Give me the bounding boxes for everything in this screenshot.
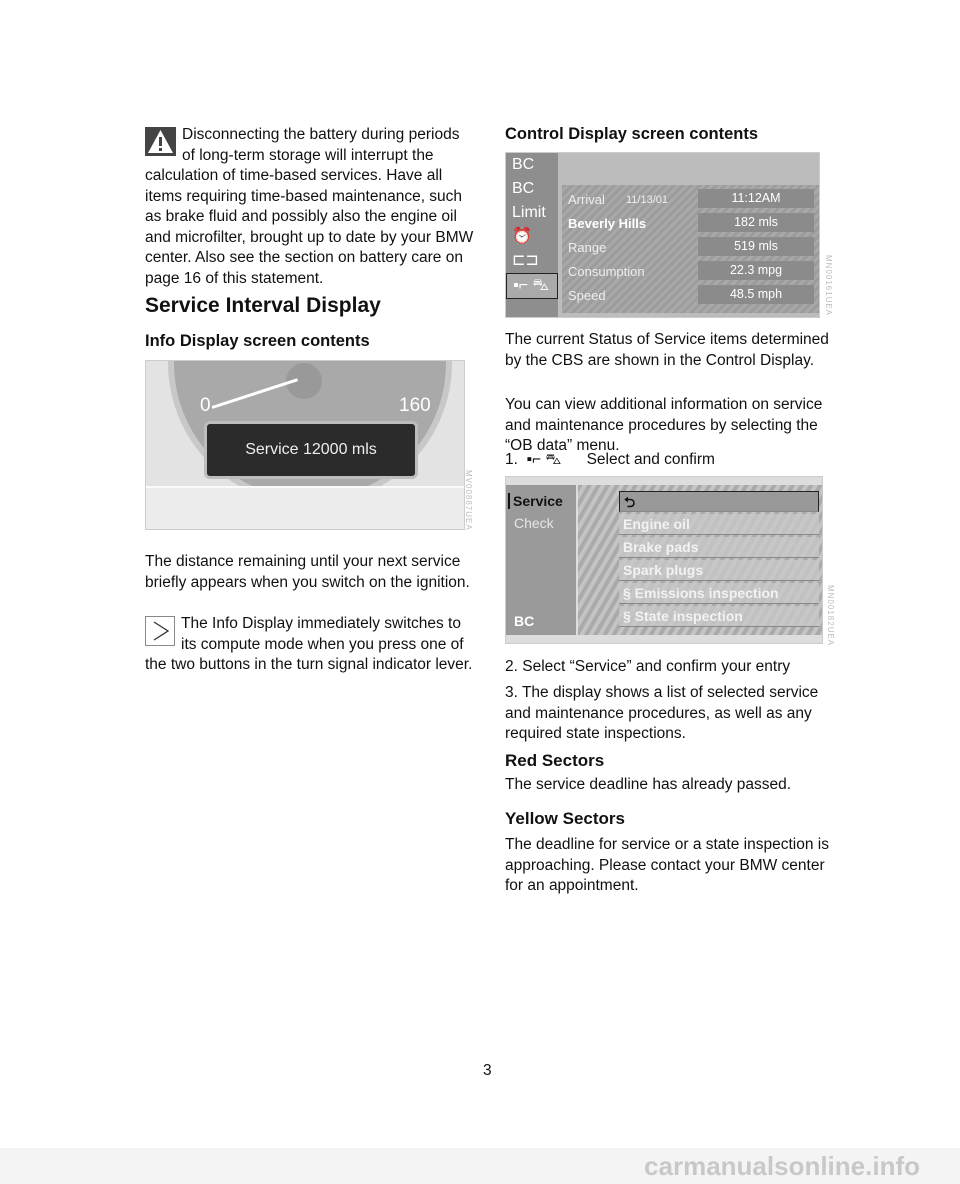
control-display-menu [506, 153, 558, 317]
service-menu [506, 485, 576, 635]
step-1 [505, 450, 835, 471]
menu-item-service: Service [508, 493, 563, 509]
menu-item: BC [512, 180, 535, 197]
row-consumption [566, 261, 816, 283]
car-data-icon: ▪⌐ ⛍ [522, 451, 562, 468]
row-label: Speed [568, 288, 606, 303]
page-number: 3 [483, 1062, 492, 1079]
yellow-sectors-text: The deadline for service or a state inspection is approaching. Please contact your BMW center for an appointment. [505, 836, 829, 894]
warning-icon [145, 127, 176, 156]
car-data-icon: ▪⌐ ⛍ [506, 273, 558, 299]
service-item: § Emissions inspection [619, 583, 819, 604]
row-label: Consumption [568, 264, 645, 279]
info-display: Service 12000 mls [204, 421, 418, 479]
row-value: 22.3 mpg [698, 261, 814, 280]
row-range [566, 237, 816, 259]
subsection-title: Control Display screen contents [505, 125, 759, 143]
dashboard-trim [146, 486, 464, 530]
image-code: MV00887UEA [464, 470, 473, 531]
back-button: ⮌ [619, 491, 819, 512]
row-value: 182 mls [698, 213, 814, 232]
dial-high: 160 [399, 395, 431, 416]
paragraph: You can view additional information on service and maintenance procedures by selecting the “OB data” menu. [505, 396, 823, 454]
dial-low: 0 [200, 395, 211, 416]
service-item: Engine oil [619, 514, 819, 535]
trip-computer-panel [562, 185, 819, 313]
row-date: 11/13/01 [626, 194, 669, 206]
row-label: Beverly Hills [568, 216, 647, 231]
row-label: Arrival [568, 192, 605, 207]
service-item: Spark plugs [619, 560, 819, 581]
section-title: Service Interval Display [145, 294, 381, 317]
step-2: 2. Select “Service” and confirm your entry [505, 658, 791, 675]
control-display-image [505, 152, 820, 318]
image-code: MN00182UEA [826, 585, 835, 647]
navigation-icon: ⊏⊐ [512, 252, 539, 269]
paragraph: The current Status of Service items determined by the CBS are shown in the Control Display. [505, 331, 829, 369]
row-value: 519 mls [698, 237, 814, 256]
menu-item: Limit [512, 204, 546, 221]
note-arrow-icon [145, 616, 175, 646]
service-item: § State inspection [619, 606, 819, 627]
row-value: 48.5 mph [698, 285, 814, 304]
paragraph: The distance remaining until your next service briefly appears when you switch on the ignition. [145, 553, 470, 591]
step-text: Select and confirm [586, 451, 715, 468]
instrument-cluster-image [145, 360, 465, 530]
yellow-sectors-title: Yellow Sectors [505, 809, 625, 828]
warning-text: Disconnecting the battery during periods of long-term storage will interrupt the calculation of time-based services. Have all items requiring time-based maintenance, such as brake fluid and possibly also the engine oil and microfilter, brought up to date by your BMW center. Also see the section on battery care on page 16 of this statement. [145, 126, 474, 287]
row-arrival [566, 189, 816, 211]
note-text: The Info Display immediately switches to its compute mode when you press one of the two buttons in the turn signal indicator lever. [145, 615, 473, 673]
row-destination [566, 213, 816, 235]
watermark: carmanualsonline.info [0, 1148, 960, 1184]
timer-icon: ⏰ [512, 228, 532, 245]
menu-item-check: Check [514, 515, 554, 531]
warning-block [145, 125, 475, 289]
subsection-title: Info Display screen contents [145, 332, 370, 350]
red-sectors-text: The service deadline has already passed. [505, 776, 792, 793]
image-code: MN00161UEA [824, 255, 833, 317]
note-block [145, 614, 475, 676]
menu-item: BC [512, 156, 535, 173]
row-value: 11:12AM [698, 189, 814, 208]
step-3: 3. The display shows a list of selected service and maintenance procedures, as well as any required state inspections. [505, 684, 819, 742]
step-number: 1. [505, 451, 518, 468]
row-speed [566, 285, 816, 307]
red-sectors-title: Red Sectors [505, 751, 605, 770]
menu-item-bc: BC [514, 613, 535, 629]
row-label: Range [568, 240, 607, 255]
service-item: Brake pads [619, 537, 819, 558]
service-display-image [505, 476, 823, 644]
